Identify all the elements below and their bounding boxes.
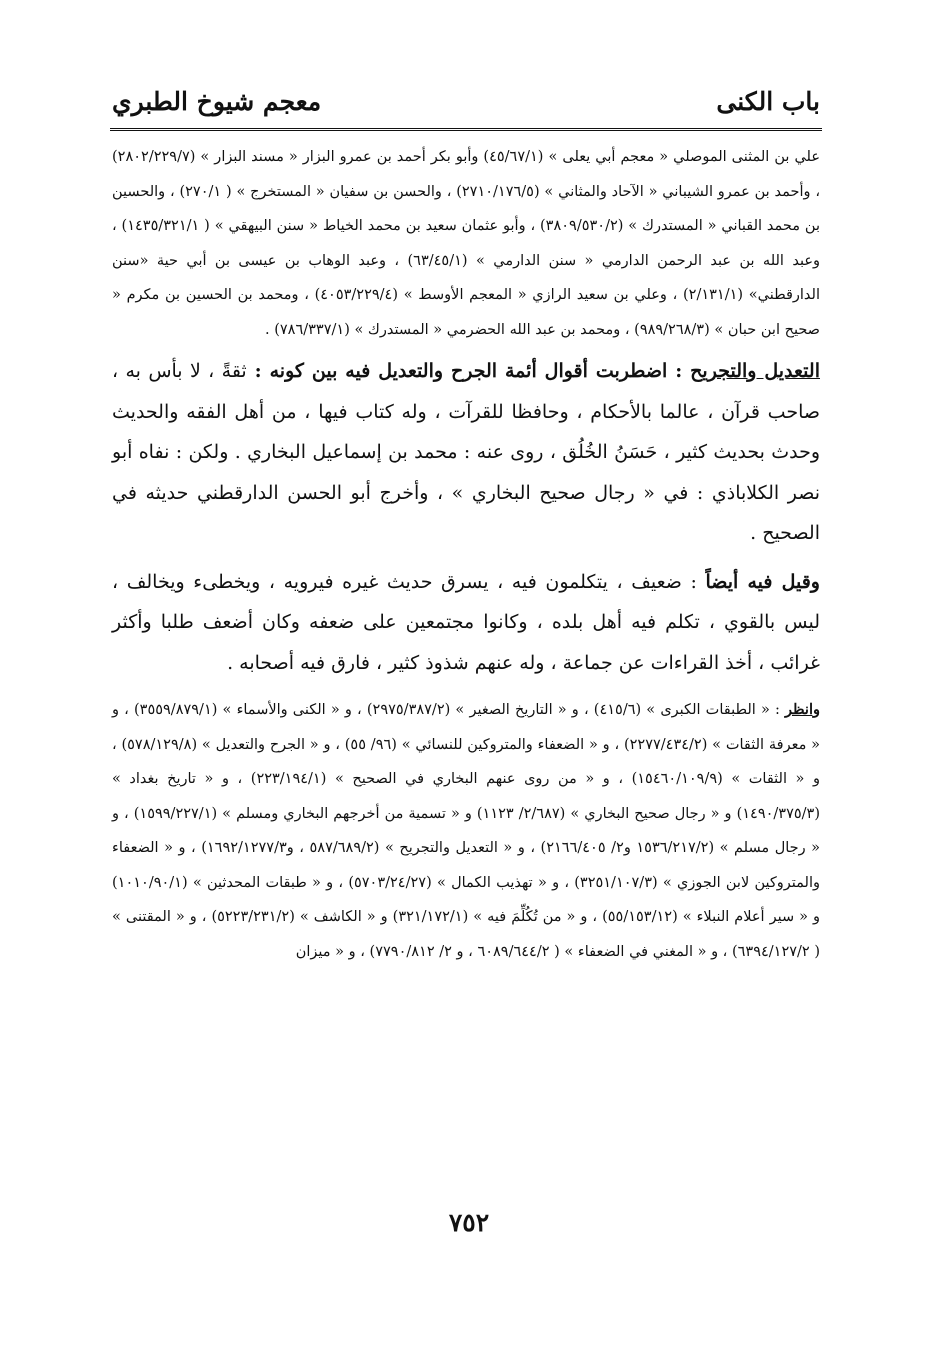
tadil-heading: التعديل والتجريح	[690, 360, 820, 382]
qila-text: : ضعيف ، يتكلمون فيه ، يسرق حديث غيره فيرويه ، ويخطىء ويخالف ، ليس بالقوي ، تكلم فيه أهل بلده ، وكانوا مجتمعين على ضعفه وكان أضعف طلبا وأكثر غرائب ، أخذ القراءات عن جماعة ، وله عنهم شذوذ كثير ، فارق فيه أصحابه .	[112, 570, 820, 674]
qila-heading: وقيل فيه أيضاً	[705, 570, 820, 593]
tadil-text: ثقةً ، لا بأس به ، صاحب قرآن ، عالما بالأحكام ، وحافظا للقرآت ، وله كتاب فيها ، من أهل الفقه والحديث وحدث بحديث كثير ، حَسَنُ الخُلُق ، روى عنه : محمد بن إسماعيل البخاري . ولكن : نفاه أبو نصر الكلاباذي : في « رجال صحيح البخاري » ، وأخرج أبو الحسن الدارقطني حديثه في الصحيح .	[112, 360, 820, 544]
unzur-text: : « الطبقات الكبرى » (٤١٥/٦) ، و « التاريخ الصغير » (٢٩٧٥/٣٨٧/٢) ، و « الكنى والأسماء » (٣٥٥٩/٨٧٩/١) ، و « معرفة الثقات » (٢٢٧٧/٤٣٤/٢) ، و « الضعفاء والمتروكين للنسائي » (٩٦/ ٥٥) ، و « الجرح والتعديل » (٥٧٨/١٢٩/٨) ، و « الثقات » (١٥٤٦٠/١٠٩/٩) ، و « من روى عنهم البخاري في الصحيح » (٢٢٣/١٩٤/١) ، و « تاريخ بغداد » (١٤٩٠/٣٧٥/٣) و « رجال صحيح البخاري » (٢/٦٨٧/ ١١٢٣) و « تسمية من أخرجهم البخاري ومسلم » (١٥٩٩/٢٢٧/١) ، و « رجال مسلم » (١٥٣٦/٢١٧/٢ و٢/ ٢١٦٦/٤٠٥) ، و « التعديل والتجريح » (٥٨٧/٦٨٩/٢ ، و١٦٩٢/١٢٧٧/٣) ، و « الضعفاء والمتروكين لابن الجوزي » (٣٢٥١/١٠٧/٣) ، و « تهذيب الكمال » (٥٧٠٣/٢٤/٢٧) ، و « طبقات المحدثين » (١٠١٠/٩٠/١) و « سير أعلام النبلاء » (٥٥/١٥٣/١٢) ، و « من تُكُلِّمَ فيه » (٣٢١/١٧٢/١) و « الكاشف » (٥٢٢٣/٢٣١/٢) ، و « المقتنى » ( ٦٣٩٤/١٢٧/٢) ، و « المغني في الضعفاء » ( ٦٠٨٩/٦٤٤/٢ ، و ٢/ ٧٧٩٠/٨١٢) ، و « ميزان	[112, 702, 821, 960]
chapter-title: باب الكنى	[716, 87, 820, 116]
page-body	[112, 140, 820, 969]
running-header	[112, 84, 820, 124]
qila-paragraph	[112, 562, 820, 684]
sources-text: علي بن المثنى الموصلي « معجم أبي يعلى » (٤٥/٦٧/١) وأبو بكر أحمد بن عمرو البزار « مسند البزار » (٢٨٠٢/٢٢٩/٧) ، وأحمد بن عمرو الشيباني « الآحاد والمثاني » (٢٧١٠/١٧٦/٥) ، والحسن بن سفيان « المستخرج » ( ٢٧٠/١) ، والحسين بن محمد القباني « المستدرك » (٣٨٠٩/٥٣٠/٢) ، وأبو عثمان سعيد بن محمد الخياط « سنن البيهقي » ( ١٤٣٥/٣٢١/١) ، وعبد الله بن عبد الرحمن الدارمي « سنن الدارمي » (٦٣/٤٥/١) ، وعبد الوهاب بن عيسى بن أبي حية «سنن الدارقطني» (٢/١٣١/١) ، وعلي بن سعيد الرازي « المعجم الأوسط » (٤٠٥٣/٢٢٩/٤) ، ومحمد بن الحسين بن مكرم « صحيح ابن حبان » (٩٨٩/٢٦٨/٣) ، ومحمد بن عبد الله الحضرمي « المستدرك » (٧٨٦/٣٣٧/١) .	[112, 149, 821, 338]
tadil-paragraph	[112, 351, 820, 554]
book-title: معجم شيوخ الطبري	[112, 87, 322, 116]
tadil-intro: : اضطربت أقوال أئمة الجرح والتعديل فيه بين كونه :	[246, 360, 691, 382]
sources-paragraph	[112, 140, 820, 347]
unzur-heading: وانظر	[785, 701, 820, 718]
header-divider	[110, 128, 822, 131]
unzur-paragraph	[112, 693, 820, 969]
page-number: ٧٥٢	[448, 1208, 490, 1237]
